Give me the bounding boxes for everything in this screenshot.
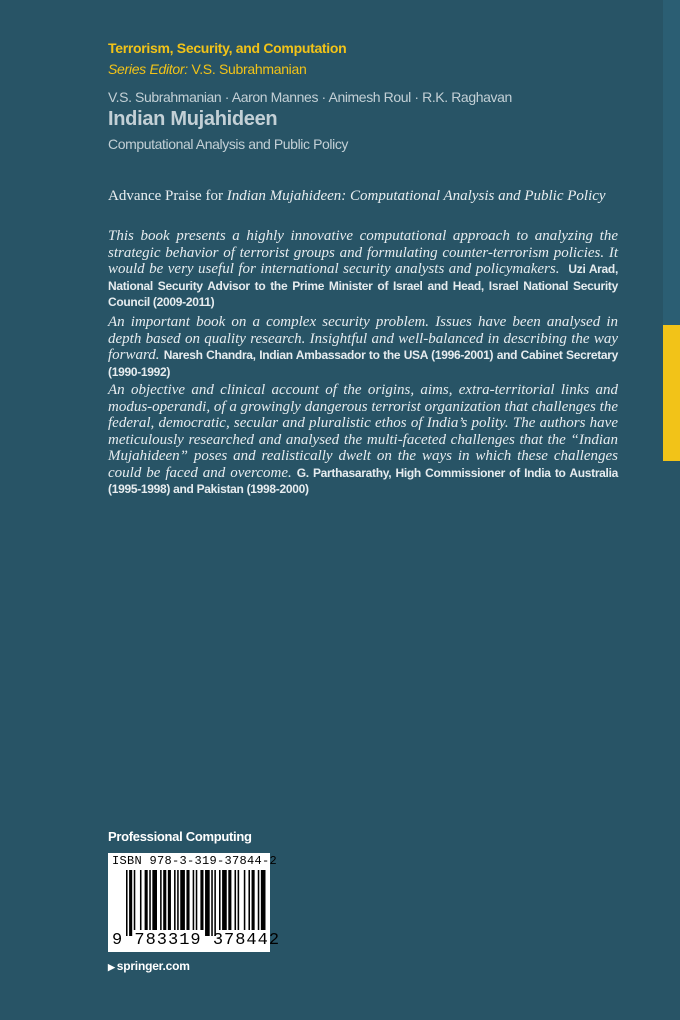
praise-heading-prefix: Advance Praise for [108, 188, 227, 204]
yellow-accent-bar [663, 325, 680, 461]
barcode-bar [200, 870, 203, 930]
barcode-bar [140, 870, 142, 930]
barcode-bar [252, 870, 255, 930]
barcode-bar [261, 870, 266, 930]
quote-text: An important book on a complex security problem. Issues have been analysed in depth based on quality research. Insightful and well-balanced in describing the way forward. [108, 314, 618, 363]
barcode-bar [149, 870, 151, 930]
barcode-bar [168, 870, 171, 930]
barcode-bar [193, 870, 195, 930]
quote-text: An objective and clinical account of the origins, aims, extra-territorial links and modus-operandi, of a growingly dangerous terrorist organization that challenges the federal, democratic, secular and pluralistic ethos of India’s polity. The authors have meticulously researched and analysed the multi-faceted challenges that the “Indian Mujahideen” poses and realistically dwelt on the ways in which these challenges could be faced and overcome. [108, 382, 618, 481]
category-label: Professional Computing [108, 829, 252, 844]
praise-heading [108, 188, 606, 205]
book-title: Indian Mujahideen [108, 108, 278, 130]
barcode-bar [258, 870, 260, 930]
barcode-bar [174, 870, 176, 930]
barcode-bar [222, 870, 227, 930]
barcode-bar [196, 870, 198, 930]
barcode-bar [211, 870, 213, 936]
barcode-bar [126, 870, 128, 936]
praise-quote [108, 228, 618, 311]
isbn-text: ISBN 978-3-319-37844-2 [112, 854, 278, 868]
barcode-bar [205, 870, 210, 936]
publisher-website[interactable] [108, 959, 190, 973]
quote-text: This book presents a highly innovative computational approach to analyzing the strategic behavior of terrorist groups and formulating counter-terrorism policies. It would be very useful for international security analysts and policymakers. [108, 228, 618, 277]
isbn-barcode [108, 853, 281, 952]
series-editor [108, 61, 306, 77]
book-subtitle: Computational Analysis and Public Policy [108, 136, 349, 152]
quote-attribution: Naresh Chandra, Indian Ambassador to the USA (1996-2001) and Cabinet Secretary (1990-1992) [108, 348, 619, 379]
barcode-digits: 9 783319 378442 [112, 931, 281, 950]
series-editor-label: Series Editor: [108, 61, 188, 77]
barcode-bar [152, 870, 157, 930]
barcode-bar [129, 870, 132, 936]
book-authors: V.S. Subrahmanian · Aaron Mannes · Animesh Roul · R.K. Raghavan [108, 89, 512, 105]
series-editor-name: V.S. Subrahmanian [191, 61, 307, 77]
website-link-text: springer.com [116, 959, 190, 973]
barcode-bar [219, 870, 221, 930]
barcode-bar [186, 870, 189, 930]
barcode-bar [180, 870, 185, 930]
barcode-bar [248, 870, 250, 930]
praise-quote [108, 314, 618, 380]
barcode-bar [160, 870, 162, 930]
quote-attribution: Uzi Arad, National Security Advisor to the Prime Minister of Israel and Head, Israel National Security Council (2009-2011) [108, 262, 618, 309]
arrow-right-icon: ▶ [108, 962, 115, 972]
series-title: Terrorism, Security, and Computation [108, 40, 347, 56]
barcode-bar [238, 870, 240, 930]
barcode-bar [214, 870, 216, 936]
barcode-bar [235, 870, 237, 930]
barcode-bar [134, 870, 136, 930]
quote-attribution: G. Parthasarathy, High Commissioner of India to Australia (1995-1998) and Pakistan (1998-2000) [108, 465, 619, 496]
barcode-bar [228, 870, 231, 930]
barcode-bar [244, 870, 246, 930]
praise-heading-title: Indian Mujahideen: Computational Analysis and Public Policy [226, 188, 606, 204]
barcode-bar [145, 870, 148, 930]
praise-quote [108, 382, 618, 498]
barcode-bar [163, 870, 166, 930]
spine-color-tab [663, 0, 680, 461]
barcode-bar [177, 870, 179, 930]
